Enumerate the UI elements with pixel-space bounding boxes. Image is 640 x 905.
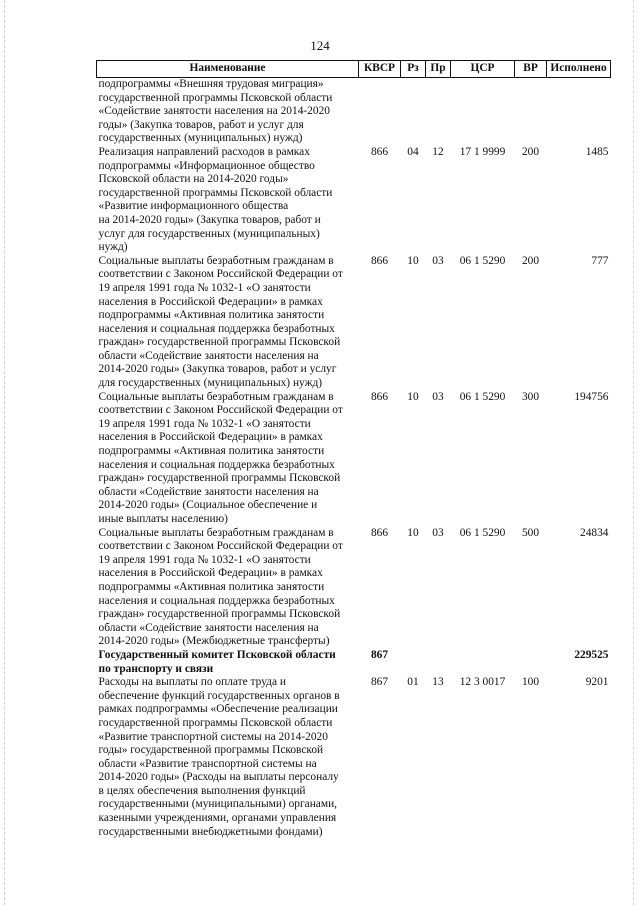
row-name-line: рамках подпрограммы «Обеспечение реализации bbox=[98, 703, 338, 716]
row-pr: 03 bbox=[432, 526, 444, 539]
row-name-line: «Развитие информационного общества bbox=[98, 200, 289, 213]
row-name-line: «Содействие занятости населения на 2014-2020 bbox=[98, 105, 330, 118]
row-done: 1485 bbox=[585, 145, 609, 158]
row-name-line: граждан» государственной программы Псковской bbox=[98, 336, 341, 349]
row-name-line: области «Содействие занятости населения на bbox=[98, 485, 319, 498]
row-kvsr: 866 bbox=[370, 390, 389, 403]
row-name-line: 2014-2020 годы» (Межбюджетные трансферты) bbox=[98, 635, 330, 648]
row-name bbox=[97, 676, 359, 839]
row-rz: 10 bbox=[407, 526, 419, 539]
row-kvsr: 866 bbox=[370, 145, 389, 158]
row-name bbox=[97, 391, 359, 527]
row-name-line: нужд) bbox=[98, 241, 128, 254]
row-done bbox=[547, 78, 611, 146]
row-name-line: годы» государственной программы Псковской bbox=[98, 744, 324, 757]
row-rz bbox=[401, 78, 426, 146]
scan-edge-left bbox=[4, 0, 5, 905]
row-name-line: соответствии с Законом Российской Федерации от bbox=[98, 404, 343, 417]
row-name bbox=[97, 78, 359, 146]
row-csr bbox=[451, 649, 515, 676]
row-csr: 06 1 5290 bbox=[459, 526, 506, 539]
row-name-line: 19 апреля 1991 года № 1032-1 «О занятости bbox=[98, 553, 311, 566]
row-vr: 300 bbox=[521, 390, 540, 403]
row-rz: 04 bbox=[407, 145, 419, 158]
row-name-line: государственными внебюджетными фондами) bbox=[98, 825, 323, 838]
row-pr bbox=[426, 649, 451, 676]
row-name-line: «Развитие транспортной системы на 2014-2020 bbox=[98, 730, 328, 743]
row-name-line: на 2014-2020 годы» (Закупка товаров, работ и bbox=[98, 213, 321, 226]
header-kvsr: КВСР bbox=[359, 61, 401, 78]
table-row bbox=[97, 391, 611, 527]
row-name-line: населения в Российской Федерации» в рамках bbox=[98, 295, 323, 308]
row-pr: 03 bbox=[432, 390, 444, 403]
row-csr: 12 3 0017 bbox=[459, 676, 506, 689]
row-name-line: Государственный комитет Псковской области bbox=[98, 648, 336, 661]
table-row bbox=[97, 146, 611, 255]
row-name-line: соответствии с Законом Российской Федерации от bbox=[98, 268, 343, 281]
row-pr bbox=[426, 78, 451, 146]
row-name-line: государственных (муниципальных) нужд) bbox=[98, 132, 303, 145]
row-name-line: казенными учреждениями, органами управления bbox=[98, 812, 337, 825]
row-name-line: области «Содействие занятости населения на bbox=[98, 349, 319, 362]
row-done: 777 bbox=[591, 254, 609, 267]
header-pr: Пр bbox=[426, 61, 451, 78]
row-name-line: Реализация направлений расходов в рамках bbox=[98, 145, 310, 158]
row-name-line: населения в Российской Федерации» в рамках bbox=[98, 431, 323, 444]
row-vr: 500 bbox=[521, 526, 540, 539]
header-name: Наименование bbox=[97, 61, 359, 78]
row-name bbox=[97, 146, 359, 255]
row-name-line: Социальные выплаты безработным гражданам в bbox=[98, 390, 334, 403]
row-kvsr: 867 bbox=[370, 648, 389, 661]
row-name-line: Социальные выплаты безработным гражданам в bbox=[98, 254, 334, 267]
row-vr: 200 bbox=[521, 145, 540, 158]
row-name-line: 19 апреля 1991 года № 1032-1 «О занятости bbox=[98, 281, 311, 294]
table-row bbox=[97, 527, 611, 649]
row-name-line: подпрограммы «Активная политика занятости bbox=[98, 580, 325, 593]
row-vr bbox=[515, 78, 547, 146]
row-name-line: области «Содействие занятости населения на bbox=[98, 621, 319, 634]
row-name bbox=[97, 527, 359, 649]
header-rz: Рз bbox=[401, 61, 426, 78]
header-done: Исполнено bbox=[547, 61, 611, 78]
row-name-line: для государственных (муниципальных) нужд) bbox=[98, 377, 323, 390]
row-name-line: 2014-2020 годы» (Расходы на выплаты персоналу bbox=[98, 771, 339, 784]
row-done: 9201 bbox=[585, 676, 609, 689]
row-name-line: 2014-2020 годы» (Закупка товаров, работ и услуг bbox=[98, 363, 337, 376]
table-row bbox=[97, 676, 611, 839]
row-name-line: государственной программы Псковской области bbox=[98, 186, 333, 199]
row-done: 24834 bbox=[580, 526, 609, 539]
row-name-line: государственными (муниципальными) органами, bbox=[98, 798, 338, 811]
row-pr: 03 bbox=[432, 254, 444, 267]
row-name-line: государственной программы Псковской области bbox=[98, 716, 333, 729]
row-name-line: граждан» государственной программы Псковской bbox=[98, 608, 341, 621]
row-name-line: Социальные выплаты безработным гражданам в bbox=[98, 526, 334, 539]
row-name-line: области «Развитие транспортной системы на bbox=[98, 757, 317, 770]
table-row bbox=[97, 649, 611, 676]
header-csr: ЦСР bbox=[451, 61, 515, 78]
row-name-line: населения и социальная поддержка безработных bbox=[98, 458, 335, 471]
row-pr: 13 bbox=[432, 676, 444, 689]
row-name-line: государственной программы Псковской области bbox=[98, 91, 333, 104]
row-name-line: граждан» государственной программы Псковской bbox=[98, 472, 341, 485]
row-kvsr: 866 bbox=[370, 526, 389, 539]
row-rz: 10 bbox=[407, 390, 419, 403]
row-name bbox=[97, 255, 359, 391]
row-name-line: подпрограммы «Информационное общество bbox=[98, 159, 315, 172]
row-csr bbox=[451, 78, 515, 146]
row-kvsr: 867 bbox=[370, 676, 389, 689]
row-vr: 100 bbox=[521, 676, 540, 689]
row-name-line: услуг для государственных (муниципальных) bbox=[98, 227, 320, 240]
row-name-line: иные выплаты населению) bbox=[98, 513, 228, 525]
row-name-line: по транспорту и связи bbox=[98, 662, 214, 675]
table-row bbox=[97, 255, 611, 391]
row-name-line: обеспечение функций государственных органов в bbox=[98, 689, 340, 702]
row-vr bbox=[515, 649, 547, 676]
table-row bbox=[97, 78, 611, 146]
row-name-line: Расходы на выплаты по оплате труда и bbox=[98, 676, 286, 689]
row-name-line: населения и социальная поддержка безработных bbox=[98, 322, 335, 335]
table-header bbox=[97, 61, 611, 78]
row-csr: 06 1 5290 bbox=[459, 254, 506, 267]
table-body bbox=[97, 78, 611, 840]
budget-table bbox=[96, 60, 611, 839]
row-name bbox=[97, 649, 359, 676]
row-name-line: в целях обеспечения выполнения функций bbox=[98, 784, 306, 797]
row-name-line: 2014-2020 годы» (Социальное обеспечение и bbox=[98, 499, 318, 512]
row-name-line: соответствии с Законом Российской Федерации от bbox=[98, 540, 343, 553]
row-name-line: Псковской области на 2014-2020 годы» bbox=[98, 173, 289, 186]
row-rz: 01 bbox=[407, 676, 419, 689]
row-done: 229525 bbox=[574, 648, 609, 661]
row-name-line: населения и социальная поддержка безработных bbox=[98, 594, 335, 607]
row-done: 194756 bbox=[574, 390, 609, 403]
scan-edge-right bbox=[633, 0, 634, 905]
page-number: 124 bbox=[310, 38, 330, 53]
row-name-line: подпрограммы «Внешняя трудовая миграция» bbox=[98, 78, 324, 90]
row-kvsr: 866 bbox=[370, 254, 389, 267]
row-vr: 200 bbox=[521, 254, 540, 267]
row-name-line: 19 апреля 1991 года № 1032-1 «О занятости bbox=[98, 417, 311, 430]
row-kvsr bbox=[359, 78, 401, 146]
row-csr: 06 1 5290 bbox=[459, 390, 506, 403]
row-rz bbox=[401, 649, 426, 676]
row-name-line: подпрограммы «Активная политика занятости bbox=[98, 309, 325, 322]
row-name-line: подпрограммы «Активная политика занятости bbox=[98, 445, 325, 458]
row-csr: 17 1 9999 bbox=[459, 145, 506, 158]
row-rz: 10 bbox=[407, 254, 419, 267]
row-name-line: годы» (Закупка товаров, работ и услуг для bbox=[98, 118, 304, 131]
row-name-line: населения в Российской Федерации» в рамках bbox=[98, 567, 323, 580]
row-pr: 12 bbox=[432, 145, 444, 158]
header-vr: ВР bbox=[515, 61, 547, 78]
